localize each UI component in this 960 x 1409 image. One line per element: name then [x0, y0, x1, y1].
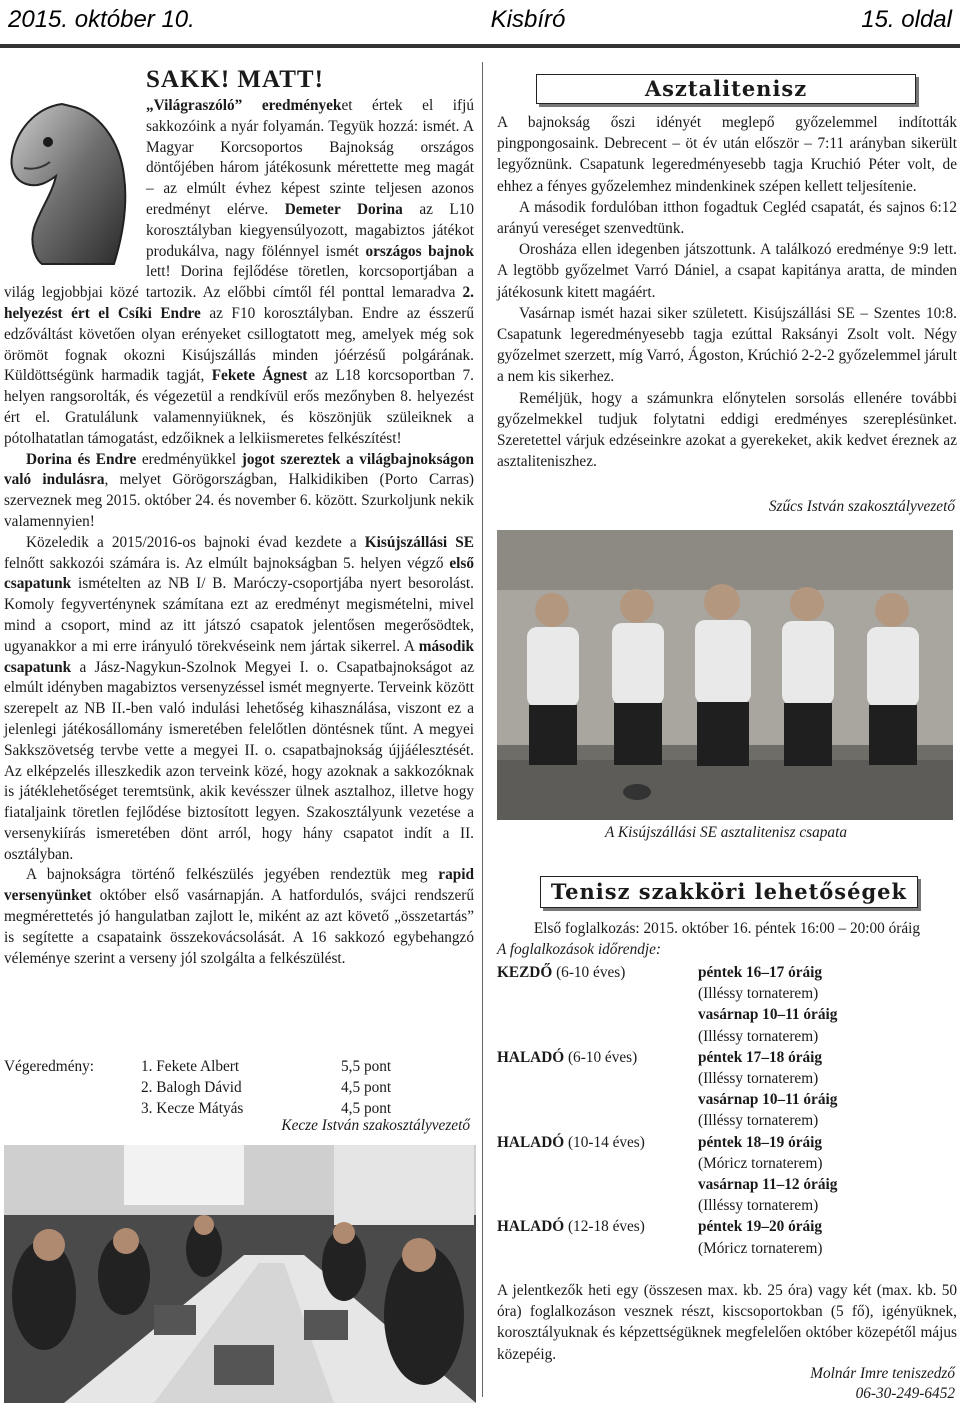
chess-signature: Kecze István szakosztályvezető — [281, 1117, 470, 1134]
table-tennis-photo-caption: A Kisújszállási SE asztalitenisz csapata — [605, 824, 847, 841]
schedule-group: HALADÓ (12-18 éves) péntek 19–20 óráig (Móricz tornaterem) — [497, 1218, 823, 1257]
chess-results — [4, 1056, 474, 1119]
tennis-schedule — [497, 962, 957, 1259]
result-row: 3. Kecze Mátyás 4,5 pont — [141, 1100, 392, 1117]
schedule-group: KEZDŐ (6-10 éves) péntek 16–17 óráig (Illéssy tornaterem) vasárnap 10–11 óráig (Illéssy tornaterem) — [497, 964, 838, 1045]
schedule-group: HALADÓ (10-14 éves) péntek 18–19 óráig (Móricz tornaterem) vasárnap 11–12 óráig (Illéssy tornaterem) — [497, 1133, 838, 1215]
results-label: Végeredmény: — [4, 1058, 95, 1075]
header-date: 2015. október 10. — [8, 6, 195, 33]
chess-paragraph-3: Közeledik a 2015/2016-os bajnoki évad kezdete a Kisújszállási SE felnőtt sakkozói számára is. Az elmúlt bajnokságban 5. helyen végző első csapatunk ismételten az NB I/ B. Maróczy-csoportjába nyert besorolást. Komoly fegyverténynek számítana ezt az eredményt megismételni, mivel mind a csoport, mind az itt játszó csapatok jelentősen megerősödtek, ugyanakkor a mi erre irányuló törekvéseink nem jártak sikerrel. A második csapatunk a Jász-Nagykun-Szolnok Megyei I. o. Csapatbajnokságot az elmúlt idényben magabiztos versenyzéssel ismét megnyerte. Terveink között szerepelt az NB II.-ben való indulási lehetőség kihasználása, viszont ez a jelenlegi játékosállomány ismeretében felelőtlen döntésnek tűnt. A megyei Sakkszövetség tervbe vette a megyei II. o. csapatbajnokság újjáélesztését. Az elképzelés illeszkedik azon terveink közé, hogy azoknak a sakkozóknak is játéklehetőséget teremtsünk, akik kevésszer ülnek asztalhoz, illetve hogy fiataljaink töretlen fejlődése biztosított legyen. Szakosztályunk vezetése a versenykiírás ismeretében dönt arról, hogy hány csapatot indít a II. osztályban. — [4, 533, 474, 863]
header-page: 15. oldal — [861, 6, 952, 33]
tennis-signature: Molnár Imre teniszedző — [810, 1365, 955, 1382]
table-tennis-title: Asztalitenisz — [536, 74, 916, 104]
chess-paragraph-1: „Világraszóló” eredményeket értek el ifjú sakkozóink a nyár folyamán. Tegyük hozzá: ismét. A Magyar Korcsoportos Bajnokság országos döntőjében három játékosunk mérettette meg magát – az elmúlt évhez képest szinte teljesen azonos eredményt elérve. Demeter Dorina az L10 korosztályban kiegyensúlyozott, magabiztos játékot produkálva, nagy fölénnyel ismét országos bajnok lett! Dorina fejlődése töretlen, korcsoportjában a világ legjobbjai közé tartozik. Az előbbi címtől fél ponttal lemaradva 2. helyezést ért el Csíki Endre az F10 korosztályban. Endre az ésszerű edzőváltást követően olyan erényeket csillogtatott meg, amelyek még sok örömöt fognak okozni Kisújszállás minden jóérzésű polgárának. Küldöttségünk harmadik tagját, Fekete Ágnest az L18 korcsoportban 7. helyen rangsorolták, és végezetül a rendkívül erős mezőnyben 8. helyezést ért el. Gratulálunk valamennyiüknek, és köszönjük szüleiknek a pótolhatatlan támogatást, edzőiknek a lelkiismeretes felkészítést! — [4, 97, 475, 447]
result-row: Végeredmény: 1. Fekete Albert 5,5 pont — [4, 1058, 392, 1075]
result-row: 2. Balogh Dávid 4,5 pont — [141, 1079, 392, 1096]
tennis-schedule-title: A foglalkozások időrendje: — [497, 941, 661, 958]
chess-knight-icon — [4, 98, 134, 268]
tennis-first-session: Első foglalkozás: 2015. október 16. péntek 16:00 – 20:00 óráig — [533, 920, 921, 937]
schedule-group: HALADÓ (6-10 éves) péntek 17–18 óráig (Illéssy tornaterem) vasárnap 10–11 óráig (Illéssy tornaterem) — [497, 1048, 838, 1130]
tennis-description: A jelentkezők heti egy (összesen max. kb. 25 óra) vagy két (max. kb. 50 óra) foglalkozáson vesznek részt, kiscsoportokban (5 fő), igényüknek, korosztályuknak és képzettségüknek megfelelően október közepétől május közepéig. — [497, 1282, 957, 1363]
header-rule — [0, 44, 960, 48]
tennis-title: Tenisz szakköri lehetőségek — [540, 876, 918, 908]
table-tennis-signature: Szűcs István szakosztályvezető — [768, 498, 955, 515]
chess-paragraph-2: Dorina és Endre eredményükkel jogot szereztek a világbajnokságon való indulásra, melyet Görögországban, Halkidikiben (Porto Carras) szerveznek meg 2015. október 24. és november 6. között. Szurkoljunk nekik valamennyien! — [4, 450, 474, 530]
tennis-phone: 06-30-249-6452 — [855, 1385, 955, 1402]
table-tennis-team-photo — [497, 530, 953, 820]
chess-tournament-photo — [4, 1145, 476, 1403]
chess-title: SAKK! MATT! — [146, 66, 324, 93]
table-tennis-article: A bajnokság őszi idényét meglepő győzelemmel indították pingpongosaink. Debrecent – öt év után először – 7:11 arányban sikerült legyőznünk. Csapatunk legeredményesebb tagja Kruchió Péter volt, de ehhez a fényes győzelemhez mindenkinek szépen kellett teljesítenie. A második fordulóban itthon fogadtuk Cegléd csapatát, és sajnos 6:12 arányú vereséget szenvedtünk. Orosháza ellen idegenben játszottunk. A találkozó eredménye 9:9 lett. A legtöbb győzelmet Varró Dániel, a csapat kapitánya aratta, de minden játékosunk kitett magáért. Vasárnap ismét hazai siker született. Kisújszállási SE – Szentes 10:8. Csapatunk legeredményesebb tagja ezúttal Raksányi Zsolt volt. Négy győzelmet szerzett, míg Varró, Ágoston, Krúchió 2-2-2 győzelemmel járult a nem kis sikerhez. Reméljük, hogy a számunkra előnytelen sorsolás ellenére további győzelmekkel tudjuk folytatni eddigi eredményes szereplésünket. Szeretettel várjuk edzéseinkre azokat a gyerekeket, akik kedvet éreznek az asztaliteniszhez. — [497, 114, 957, 471]
page-header — [0, 0, 960, 40]
chess-paragraph-4: A bajnokságra történő felkészülés jegyében rendeztük meg rapid versenyünket október első vasárnapján. A hatfordulós, svájci rendszerű megmérettetés jó hangulatban zajlott le, miként az azt követő „összetartás” is segítette a csapataink összekovácsolását. A 16 sakkozó egybehangzó véleménye szerint a verseny jól szolgálta a felkészülést. — [4, 866, 474, 967]
header-town: Kisbíró — [490, 6, 566, 33]
column-divider — [482, 62, 483, 1397]
